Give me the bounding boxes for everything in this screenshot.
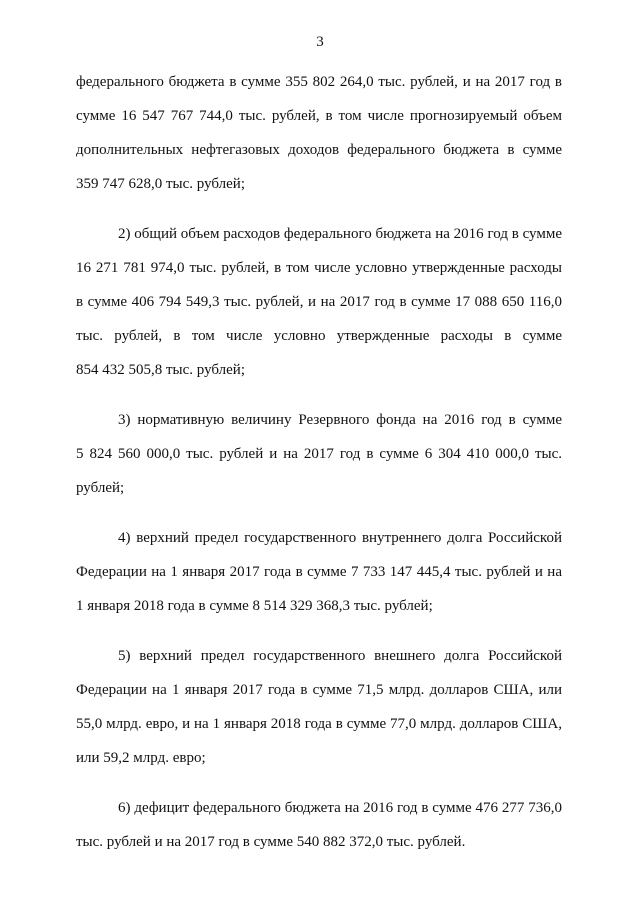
paragraph-revenue-continuation	[76, 72, 562, 208]
text-line: Федерации на 1 января 2017 года в сумме 7 733 147 445,4 тыс. рублей и на	[76, 564, 562, 580]
text-line: 4) верхний предел государственного внутреннего долга Российской	[118, 530, 562, 546]
text-line: 6) дефицит федерального бюджета на 2016 год в сумме 476 277 736,0	[118, 800, 562, 816]
text-line: тыс. рублей и на 2017 год в сумме 540 882 372,0 тыс. рублей.	[76, 834, 466, 850]
text-line: 2) общий объем расходов федерального бюджета на 2016 год в сумме	[118, 226, 562, 242]
paragraph-item-4-domestic-debt	[76, 528, 562, 630]
text-line: тыс. рублей, в том числе условно утвержденные расходы в сумме	[76, 328, 562, 344]
text-line: 16 271 781 974,0 тыс. рублей, в том числе условно утвержденные расходы	[76, 260, 562, 276]
text-line: рублей;	[76, 480, 125, 496]
text-line: федерального бюджета в сумме 355 802 264,0 тыс. рублей, и на 2017 год в	[76, 74, 562, 90]
text-line: или 59,2 млрд. евро;	[76, 750, 206, 766]
text-line: 5) верхний предел государственного внешнего долга Российской	[118, 648, 562, 664]
paragraph-item-3-reserve-fund	[76, 410, 562, 512]
text-line: дополнительных нефтегазовых доходов федерального бюджета в сумме	[76, 142, 562, 158]
text-line: сумме 16 547 767 744,0 тыс. рублей, в том числе прогнозируемый объем	[76, 108, 562, 124]
text-line: Федерации на 1 января 2017 года в сумме 71,5 млрд. долларов США, или	[76, 682, 562, 698]
text-line: 359 747 628,0 тыс. рублей;	[76, 176, 245, 192]
text-line: в сумме 406 794 549,3 тыс. рублей, и на 2017 год в сумме 17 088 650 116,0	[76, 294, 562, 310]
page-number: 3	[316, 34, 324, 50]
paragraph-item-5-external-debt	[76, 646, 562, 782]
paragraph-item-2-expenditures	[76, 224, 562, 394]
text-line: 3) нормативную величину Резервного фонда на 2016 год в сумме	[118, 412, 562, 428]
text-line: 55,0 млрд. евро, и на 1 января 2018 года в сумме 77,0 млрд. долларов США,	[76, 716, 562, 732]
paragraph-item-6-deficit	[76, 798, 562, 866]
document-body	[76, 72, 562, 882]
text-line: 1 января 2018 года в сумме 8 514 329 368,3 тыс. рублей;	[76, 598, 433, 614]
text-line: 5 824 560 000,0 тыс. рублей и на 2017 год в сумме 6 304 410 000,0 тыс.	[76, 446, 562, 462]
text-line: 854 432 505,8 тыс. рублей;	[76, 362, 245, 378]
